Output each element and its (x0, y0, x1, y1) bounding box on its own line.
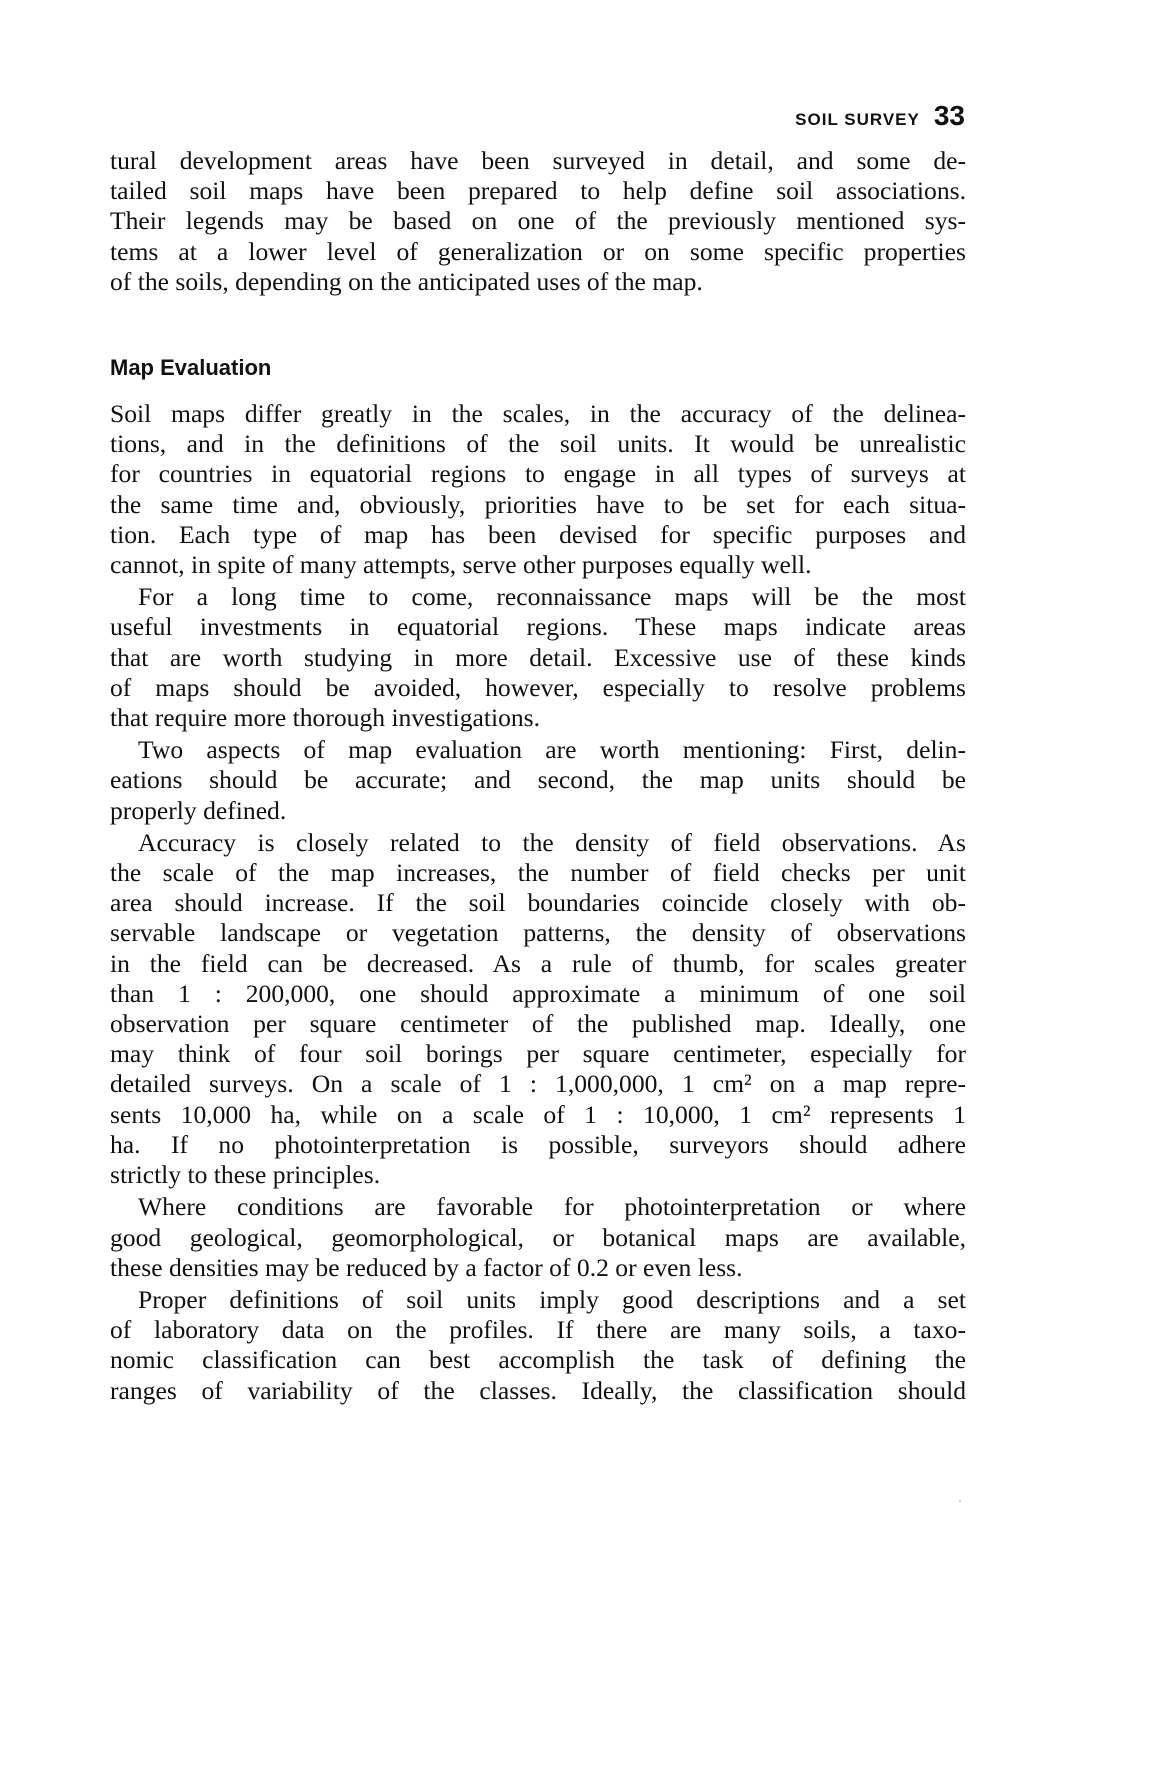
text-line: ranges of variability of the classes. Ideally, the classification should (110, 1375, 966, 1405)
paragraph (110, 735, 966, 826)
text-line: Soil maps differ greatly in the scales, in the accuracy of the delinea- (110, 399, 966, 429)
text-line: observation per square centimeter of the published map. Ideally, one (110, 1009, 966, 1039)
text-line: For a long time to come, reconnaissance maps will be the most (138, 582, 966, 612)
text-line: sents 10,000 ha, while on a scale of 1 : 10,000, 1 cm² represents 1 (110, 1099, 966, 1129)
text-line: ha. If no photointerpretation is possible, surveyors should adhere (110, 1129, 966, 1159)
text-line: detailed surveys. On a scale of 1 : 1,000,000, 1 cm² on a map repre- (110, 1069, 966, 1099)
text-line: of laboratory data on the profiles. If there are many soils, a taxo- (110, 1315, 966, 1345)
text-line: good geological, geomorphological, or botanical maps are available, (110, 1222, 966, 1252)
text-line: Proper definitions of soil units imply good descriptions and a set (138, 1284, 966, 1314)
page-number: 33 (933, 100, 965, 131)
text-line: for countries in equatorial regions to engage in all types of surveys at (110, 459, 966, 489)
paragraph (110, 582, 966, 733)
text-line: useful investments in equatorial regions. These maps indicate areas (110, 612, 966, 642)
text-line: of the soils, depending on the anticipated uses of the map. (110, 266, 703, 296)
text-line: tions, and in the definitions of the soil units. It would be unrealistic (110, 429, 966, 459)
text-line: nomic classification can best accomplish the task of defining the (110, 1345, 966, 1375)
text-line: area should increase. If the soil boundaries coincide closely with ob- (110, 888, 966, 918)
text-line: tailed soil maps have been prepared to help define soil associations. (110, 176, 966, 206)
text-line: that are worth studying in more detail. Excessive use of these kinds (110, 642, 966, 672)
text-line: properly defined. (110, 795, 287, 825)
paragraph-continuation (110, 146, 966, 297)
text-line: Where conditions are favorable for photointerpretation or where (138, 1192, 966, 1222)
text-line: Two aspects of map evaluation are worth mentioning: First, delin- (138, 735, 966, 765)
text-line: tion. Each type of map has been devised for specific purposes and (110, 519, 966, 549)
text-line: of maps should be avoided, however, especially to resolve problems (110, 672, 966, 702)
text-line: cannot, in spite of many attempts, serve other purposes equally well. (110, 550, 812, 580)
text-line: servable landscape or vegetation patterns, the density of observations (110, 918, 966, 948)
scan-speck (959, 1500, 961, 1502)
text-line: in the field can be decreased. As a rule of thumb, for scales greater (110, 948, 966, 978)
section-heading: Map Evaluation (110, 355, 272, 381)
text-line: may think of four soil borings per square centimeter, especially for (110, 1039, 966, 1069)
text-line: tems at a lower level of generalization or on some specific properties (110, 236, 966, 266)
paragraph (110, 399, 966, 580)
running-head (795, 100, 965, 132)
text-line: that require more thorough investigations. (110, 703, 541, 733)
text-line: Accuracy is closely related to the density of field observations. As (138, 827, 966, 857)
text-line: the same time and, obviously, priorities have to be set for each situa- (110, 489, 966, 519)
text-line: Their legends may be based on one of the previously mentioned sys- (110, 206, 966, 236)
paragraph (110, 1192, 966, 1283)
text-line: tural development areas have been surveyed in detail, and some de- (110, 146, 966, 175)
paragraph (110, 1285, 966, 1406)
text-line: these densities may be reduced by a factor of 0.2 or even less. (110, 1252, 743, 1282)
text-line: the scale of the map increases, the number of field checks per unit (110, 858, 966, 888)
text-line: than 1 : 200,000, one should approximate a minimum of one soil (110, 978, 966, 1008)
running-title: SOIL SURVEY (795, 110, 920, 129)
text-line: eations should be accurate; and second, the map units should be (110, 765, 966, 795)
paragraph (110, 828, 966, 1190)
text-line: strictly to these principles. (110, 1160, 381, 1190)
body-text (110, 146, 966, 1408)
